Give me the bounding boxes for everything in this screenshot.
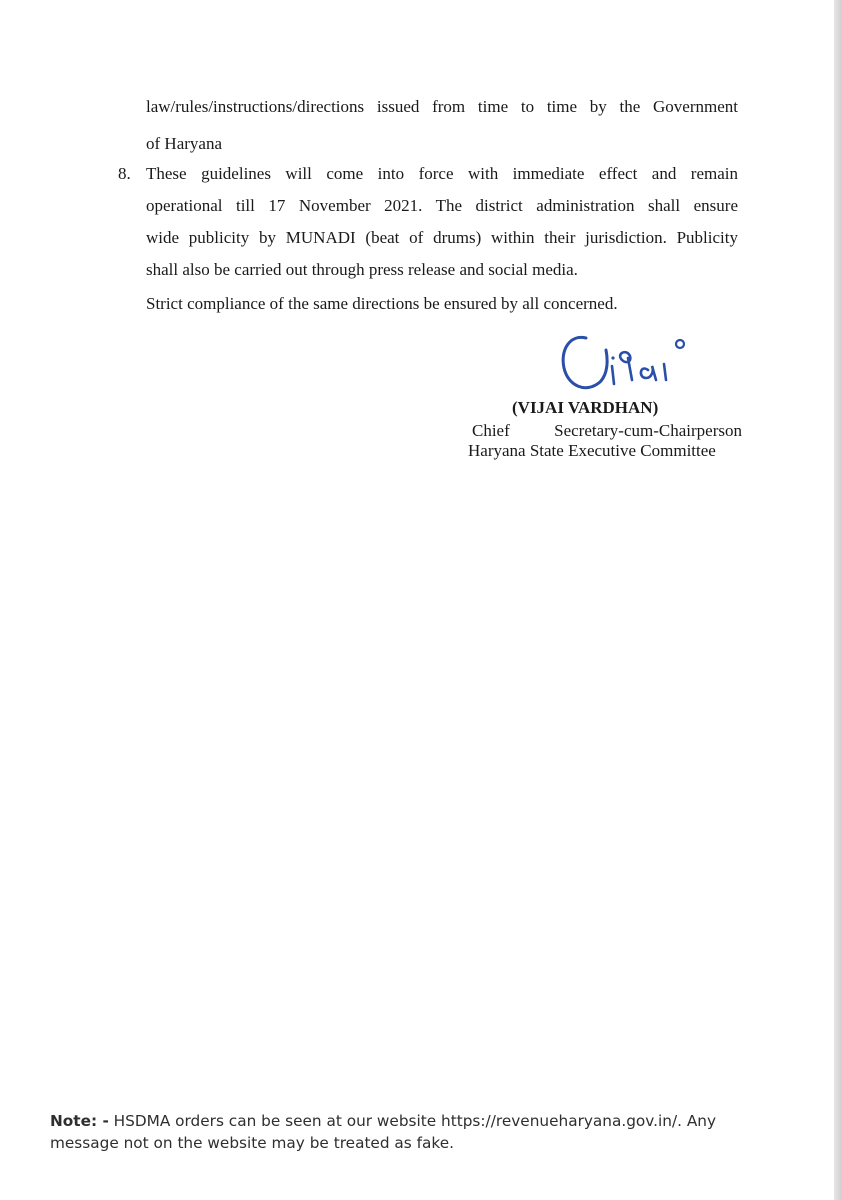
- item7-continuation-line-1: law/rules/instructions/directions issued from time to time by the Government: [146, 97, 738, 116]
- page-edge-shadow: [834, 0, 842, 1200]
- item8-line-3: wide publicity by MUNADI (beat of drums) within their jurisdiction. Publicity: [146, 228, 738, 247]
- signatory-name: (VIJAI VARDHAN): [512, 398, 659, 417]
- item8-line-2: operational till 17 November 2021. The district administration shall ensure: [146, 196, 738, 215]
- item7-continuation-line-2: of Haryana: [146, 134, 222, 153]
- compliance-statement: Strict compliance of the same directions be ensured by all concerned.: [146, 294, 618, 313]
- item8-line-4: shall also be carried out through press release and social media.: [146, 260, 578, 279]
- handwritten-signature: [556, 330, 706, 396]
- signatory-title: Chief Secretary-cum-Chairperson: [472, 421, 742, 440]
- item8-line-1: These guidelines will come into force with immediate effect and remain: [146, 164, 738, 183]
- footer-note-text: HSDMA orders can be seen at our website https://revenueharyana.gov.in/. Any message not on the website may be treated as fake.: [50, 1112, 717, 1152]
- signatory-committee: Haryana State Executive Committee: [468, 441, 716, 460]
- item8-number: 8.: [118, 164, 131, 183]
- footer-note-label: Note: -: [50, 1112, 109, 1130]
- footer-note: [50, 1110, 750, 1154]
